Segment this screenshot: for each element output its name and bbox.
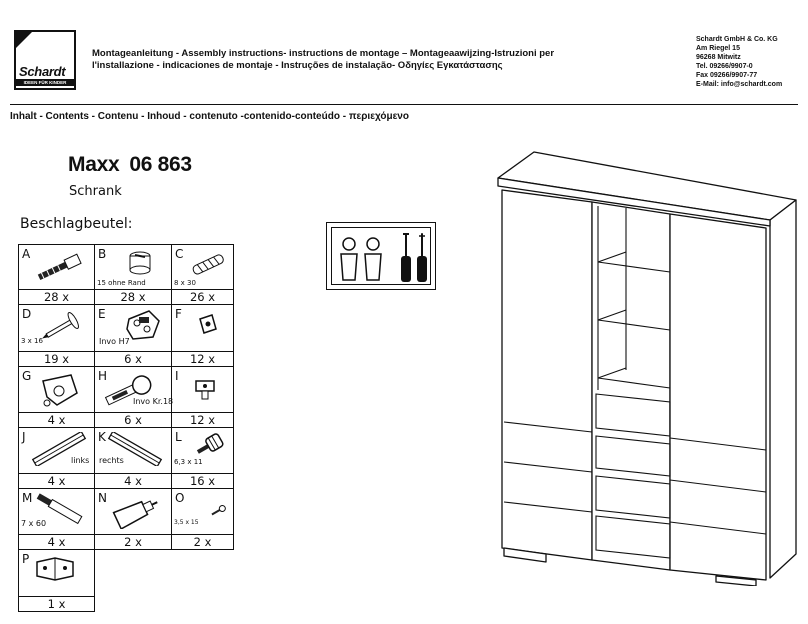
product-name: Maxx bbox=[68, 153, 120, 176]
pin-nail-icon bbox=[37, 311, 87, 343]
angle-bracket-icon bbox=[33, 554, 79, 584]
part-letter: I bbox=[175, 368, 179, 383]
part-letter: C bbox=[175, 247, 184, 261]
parts-table bbox=[18, 244, 234, 612]
title-line-1: Montageanleitung - Assembly instructions- instructions de montage – Montageaawijzing-Istruzioni per bbox=[92, 48, 555, 59]
company-line: 96268 Mitwitz bbox=[696, 54, 741, 61]
part-cell-g bbox=[18, 367, 95, 428]
company-line: Fax 09266/9907-77 bbox=[696, 72, 758, 79]
company-address bbox=[696, 35, 782, 89]
part-letter: F bbox=[175, 307, 182, 322]
tools-inner-frame bbox=[331, 227, 431, 285]
part-cell-f bbox=[172, 305, 234, 366]
schardt-logo bbox=[14, 30, 76, 90]
cam-lock-icon bbox=[125, 249, 155, 277]
part-note: 3,5 x 15 bbox=[174, 519, 199, 527]
empty-cell bbox=[172, 550, 234, 611]
glue-tube-icon bbox=[111, 493, 161, 529]
part-quantity: 4 x bbox=[95, 473, 171, 488]
part-cell-e bbox=[95, 305, 172, 366]
empty-cell bbox=[95, 550, 172, 611]
part-cell-a bbox=[18, 244, 95, 305]
part-quantity: 16 x bbox=[172, 473, 233, 488]
part-letter: D bbox=[22, 307, 32, 322]
rod-holder-icon bbox=[37, 371, 83, 409]
part-note: links bbox=[71, 455, 90, 465]
part-note: Invo H7 bbox=[99, 337, 130, 347]
logo-tagline: IDEEN FÜR KINDER bbox=[16, 79, 74, 86]
part-cell-p bbox=[18, 550, 95, 611]
part-note: 8 x 30 bbox=[174, 279, 196, 287]
part-cell-m bbox=[18, 489, 95, 550]
header-divider bbox=[10, 104, 798, 105]
part-quantity: 12 x bbox=[172, 412, 233, 427]
product-number: 06 863 bbox=[129, 153, 192, 176]
small-screw-icon bbox=[208, 503, 228, 519]
part-note: 3 x 16 bbox=[21, 337, 43, 346]
part-letter: N bbox=[98, 491, 107, 506]
part-quantity: 28 x bbox=[19, 289, 94, 304]
part-cell-l bbox=[172, 428, 234, 489]
part-cell-k bbox=[95, 428, 172, 489]
company-line: Tel. 09266/9907-0 bbox=[696, 63, 753, 70]
part-letter: G bbox=[22, 368, 32, 383]
part-quantity: 4 x bbox=[19, 534, 94, 549]
page-title bbox=[92, 48, 592, 72]
part-quantity: 4 x bbox=[19, 473, 94, 488]
company-line: Schardt GmbH & Co. KG bbox=[696, 36, 778, 43]
part-note: Invo Kr.18 bbox=[133, 396, 174, 406]
part-note: rechts bbox=[99, 455, 124, 465]
part-letter: B bbox=[98, 247, 107, 261]
part-letter: M bbox=[22, 491, 33, 506]
part-letter: A bbox=[22, 247, 31, 261]
contents-heading: Inhalt - Contents - Contenu - Inhoud - contenuto -contenido-conteúdo - περιεχόμενο bbox=[10, 111, 409, 122]
wooden-dowel-icon bbox=[188, 249, 228, 279]
company-line: Am Riegel 15 bbox=[696, 45, 740, 52]
part-quantity: 2 x bbox=[172, 534, 233, 549]
part-letter: O bbox=[175, 491, 185, 506]
part-quantity: 2 x bbox=[95, 534, 171, 549]
part-letter: E bbox=[98, 307, 106, 322]
fitting-bag-heading: Beschlagbeutel: bbox=[20, 216, 133, 232]
part-cell-j bbox=[18, 428, 95, 489]
right-door bbox=[670, 214, 766, 580]
part-cell-i bbox=[172, 367, 234, 428]
part-quantity: 26 x bbox=[172, 289, 233, 304]
part-letter: J bbox=[22, 429, 26, 444]
part-letter: L bbox=[175, 429, 182, 444]
side-panel bbox=[770, 200, 796, 578]
part-cell-b bbox=[95, 244, 172, 305]
part-quantity: 28 x bbox=[95, 289, 171, 304]
part-cell-h bbox=[95, 367, 172, 428]
logo-corner-mark bbox=[14, 30, 34, 50]
part-cell-c bbox=[172, 244, 234, 305]
wardrobe-drawing bbox=[494, 150, 804, 586]
part-cell-o bbox=[172, 489, 234, 550]
shelf-clip-icon bbox=[196, 313, 220, 337]
part-cell-d bbox=[18, 305, 95, 366]
part-quantity: 12 x bbox=[172, 351, 233, 366]
part-note: 15 ohne Rand bbox=[97, 279, 146, 287]
part-quantity: 6 x bbox=[95, 351, 171, 366]
part-quantity: 4 x bbox=[19, 412, 94, 427]
part-quantity: 19 x bbox=[19, 351, 94, 366]
product-type: Schrank bbox=[69, 184, 122, 199]
part-quantity: 6 x bbox=[95, 412, 171, 427]
part-note: 6,3 x 11 bbox=[174, 457, 203, 466]
company-line: E-Mail: info@schardt.com bbox=[696, 81, 783, 88]
part-quantity: 1 x bbox=[19, 596, 94, 611]
screw-icon bbox=[29, 253, 89, 283]
two-persons-icon bbox=[336, 234, 388, 286]
part-note: 7 x 60 bbox=[21, 519, 47, 529]
part-letter: K bbox=[98, 429, 106, 444]
screwdrivers-icon bbox=[394, 232, 434, 286]
part-letter: P bbox=[22, 552, 30, 567]
required-tools-box bbox=[326, 222, 436, 290]
knob-screw-icon bbox=[192, 430, 228, 460]
product-title bbox=[68, 153, 192, 177]
shelf-support-icon bbox=[190, 373, 220, 403]
left-door bbox=[502, 190, 592, 560]
title-line-2: l'installazione - indicaciones de montaje - Instruções de instalação- Οδηγίες Εγκατάστασης bbox=[92, 60, 503, 71]
part-letter: H bbox=[98, 368, 108, 383]
part-cell-n bbox=[95, 489, 172, 550]
logo-brand: Schardt bbox=[19, 64, 66, 79]
